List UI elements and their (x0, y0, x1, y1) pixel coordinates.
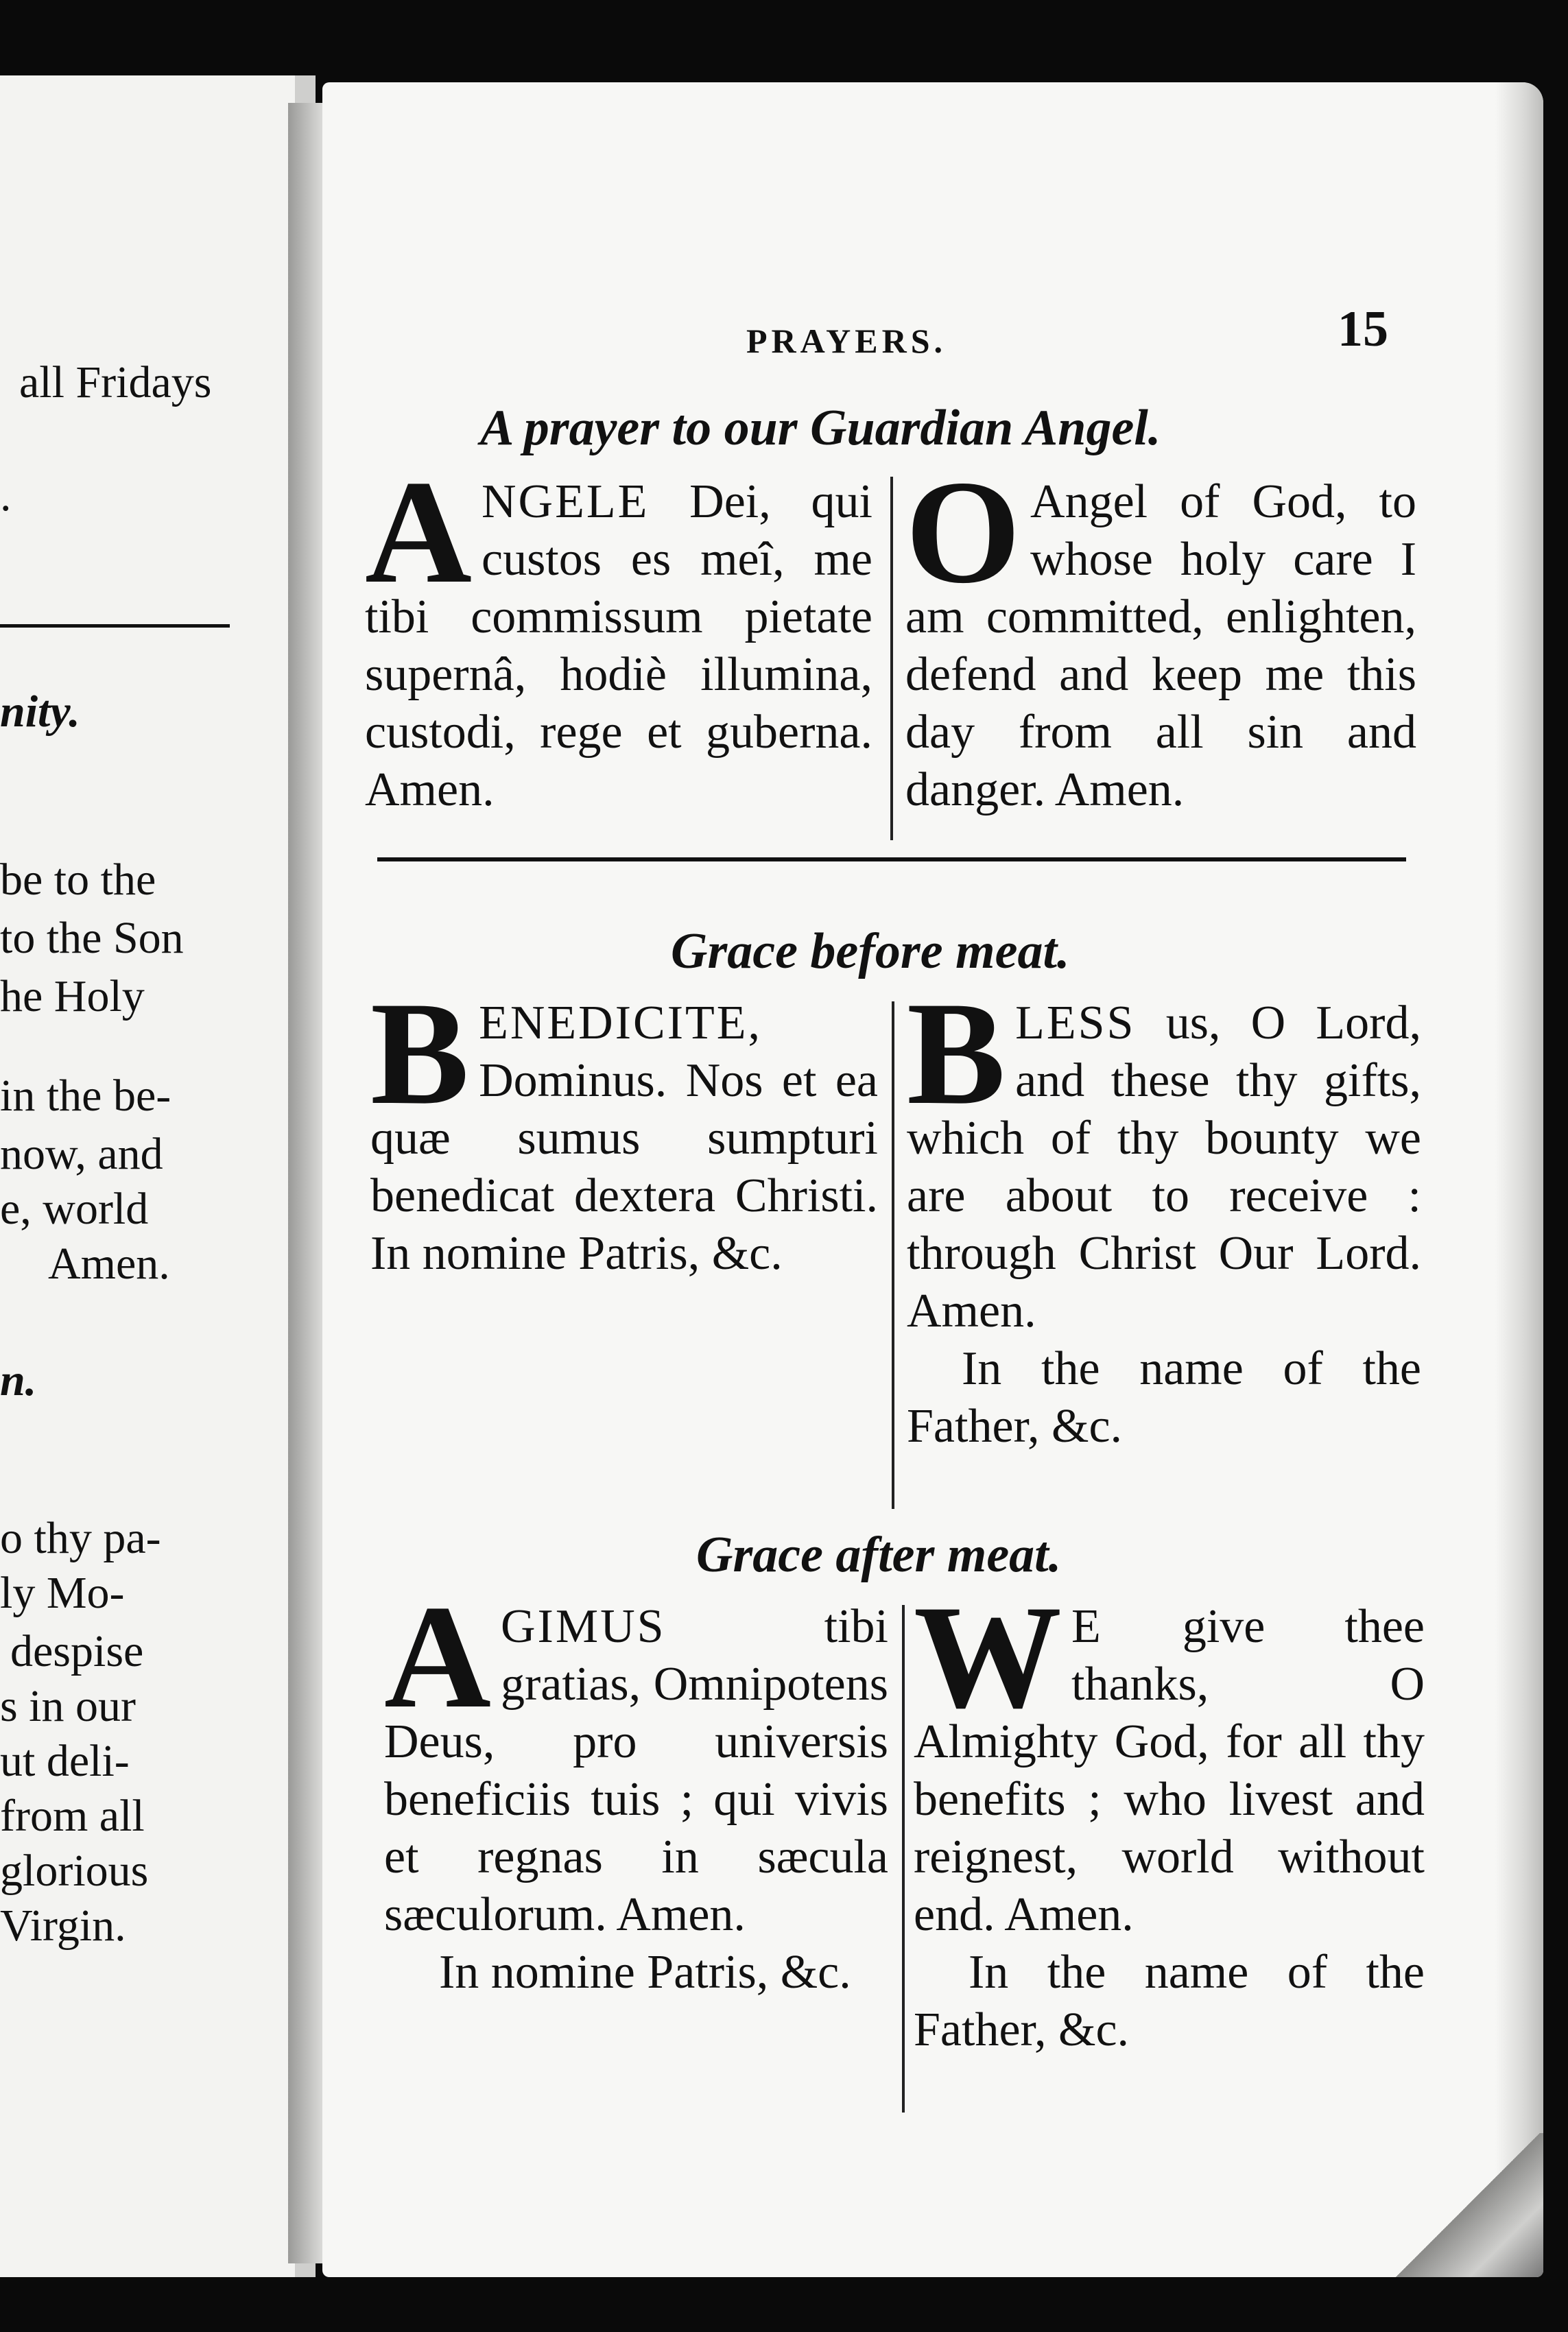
left-line: glorious (0, 1846, 149, 1896)
left-line: all Fridays (19, 357, 212, 407)
section-title: Grace after meat. (696, 1527, 1062, 1583)
english-column (907, 971, 1421, 1455)
section-title: A prayer to our Guardian Angel. (480, 400, 1161, 456)
prayer-text: give thee thanks, O Almighty God, for all thy benefits ; who livest and reignest, world without end. Amen. (914, 1600, 1425, 1941)
left-line: Virgin. (0, 1901, 126, 1951)
small-caps-word: E (1071, 1600, 1103, 1653)
left-line: despise (10, 1626, 144, 1676)
prayer-text: us, O Lord, and these thy gifts, which of thy bounty we are about to receive : through Christ Our Lord. Amen. (907, 997, 1421, 1337)
drop-cap: O (905, 450, 1021, 614)
left-line: in the be- (0, 1071, 171, 1121)
left-page-fragment (0, 75, 316, 2277)
left-line: ly Mo- (0, 1568, 125, 1618)
drop-cap: W (914, 1575, 1062, 1739)
prayer-text: Dei, qui custos es meî, me tibi commissum pietate supernâ, hodiè illumina, custodi, rege et guberna. Amen. (365, 475, 872, 816)
small-caps-word: GIMUS (501, 1600, 666, 1653)
left-line: now, and (0, 1129, 163, 1179)
section-title: Grace before meat. (671, 923, 1070, 979)
english-column (905, 450, 1416, 819)
latin-column (370, 971, 878, 1283)
closing-line: In nomine Patris, &c. (439, 1946, 851, 1999)
page-number: 15 (1338, 301, 1388, 357)
latin-column (384, 1575, 888, 2001)
left-line: be to the (0, 855, 156, 905)
left-line: from all (0, 1791, 145, 1841)
right-page (322, 82, 1543, 2277)
running-head: PRAYERS. (746, 322, 947, 360)
small-caps-word: NGELE (482, 475, 650, 528)
worn-page-corner (1392, 2133, 1543, 2277)
drop-cap: B (370, 971, 470, 1135)
small-caps-word: LESS (1015, 997, 1136, 1049)
left-line: o thy pa- (0, 1513, 161, 1563)
drop-cap: A (365, 450, 472, 614)
left-line: . (0, 471, 12, 521)
latin-column (365, 450, 872, 819)
closing-line: In the name of the Father, &c. (907, 1342, 1421, 1453)
left-line: to the Son (0, 913, 184, 963)
prayer-text: Dominus. Nos et ea quæ sumus sumpturi benedicat dextera Christi. In nomine Patris, &c. (370, 1054, 878, 1280)
english-column (914, 1575, 1425, 2059)
left-line: he Holy (0, 971, 145, 1021)
prayer-text: tibi gratias, Omnipotens Deus, pro universis beneficiis tuis ; qui vivis et regnas in sæcula sæculorum. Amen. (384, 1600, 888, 1941)
left-line: Amen. (48, 1239, 170, 1289)
column-divider (902, 1605, 905, 2113)
prayer-text: Angel of God, to whose holy care I am committed, enlighten, defend and keep me this day from all sin and danger. Amen. (905, 475, 1416, 816)
column-divider (892, 1001, 894, 1509)
left-line: nity. (0, 687, 80, 737)
drop-cap: A (384, 1575, 491, 1739)
closing-line: In the name of the Father, &c. (914, 1946, 1425, 2056)
column-divider (890, 477, 893, 840)
page-edge (1495, 82, 1543, 2277)
left-divider (0, 624, 230, 628)
section-divider (377, 857, 1406, 861)
small-caps-word: ENEDICITE, (479, 997, 763, 1049)
left-line: s in our (0, 1681, 136, 1731)
drop-cap: B (907, 971, 1006, 1135)
left-line: ut deli- (0, 1736, 130, 1786)
left-line: e, world (0, 1184, 149, 1234)
left-line: n. (0, 1355, 37, 1405)
